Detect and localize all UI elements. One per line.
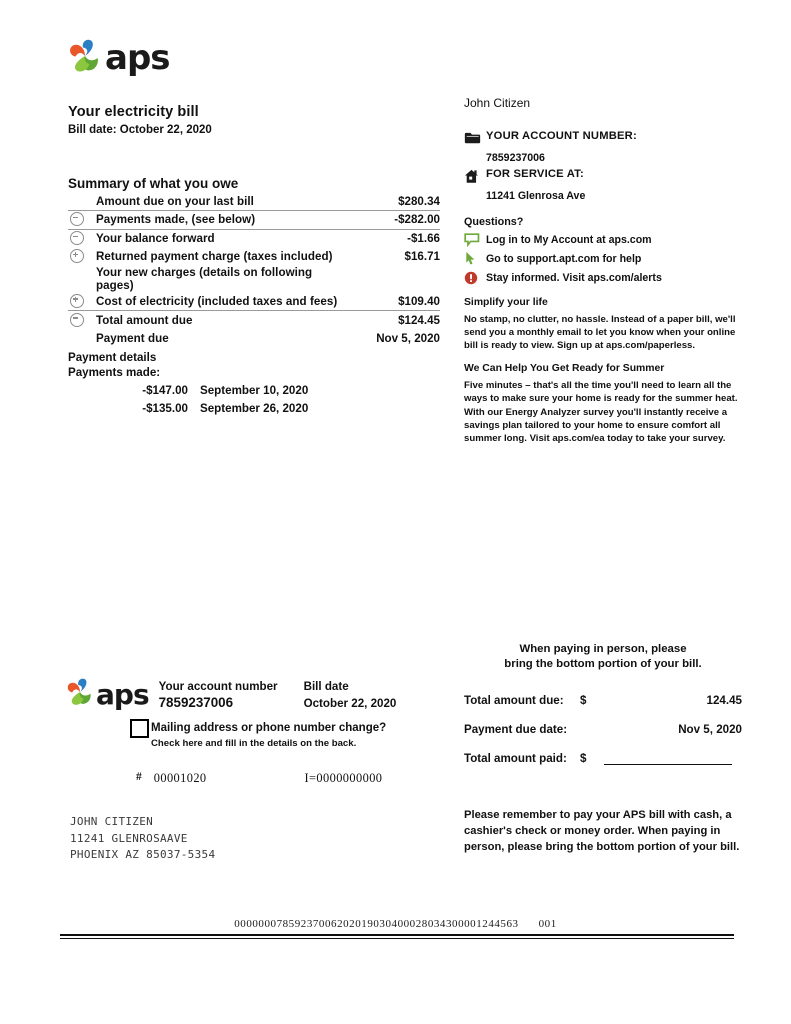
aps-pinwheel-icon [66,678,94,711]
hash-symbol: # [136,771,142,783]
in-person-note-line1: When paying in person, please [519,643,687,655]
summary-row-amount: -$282.00 [344,211,440,230]
stub-billdate-col [304,680,397,710]
stub-account-col [159,680,278,710]
speech-bubble-icon [464,233,486,247]
summary-row-label: Total amount due [96,311,344,330]
minus-circle-icon [70,231,84,245]
summary-row-label: Returned payment charge (taxes included) [96,250,333,264]
table-row [464,686,742,715]
question-item-support[interactable] [464,251,742,266]
row-icon-cell [68,329,96,348]
row-icon-cell [68,266,96,292]
payment-stub-right [464,642,742,855]
aps-logo [68,38,440,78]
plus-circle-icon [70,294,84,308]
table-row [68,311,440,330]
payments-made-heading: Payments made: [68,365,161,379]
summary-row-label: Payment due [96,331,169,345]
question-item-label: Go to support.apt.com for help [486,252,642,265]
plus-circle-icon [70,249,84,263]
table-row [464,715,742,744]
summary-row-label: Cost of electricity (included taxes and fees) [96,294,338,308]
total-due-value: 124.45 [706,694,742,707]
summary-row-amount: Nov 5, 2020 [376,331,440,345]
total-due-currency: $ [580,694,587,707]
summary-row-label: Your new charges (details on following pages) [96,266,313,292]
question-item-my-account[interactable] [464,233,742,247]
row-icon-cell [68,311,96,330]
table-row [68,248,440,267]
page-title: Your electricity bill [68,104,199,120]
summary-row-label: Payments made, (see below) [96,211,344,230]
table-row [68,192,440,211]
account-number-block [464,130,742,202]
promo-body-summer: Five minutes – that's all the time you'll need to learn all the ways to make sure your home is ready for the summer heat. With our Energy Analyzer survey you'll instantly receive a savings plan tailored to your home to ensure comfort all summer long. Visit aps.com/ea today to take your survey. [464,380,738,444]
total-paid-currency: $ [580,752,587,765]
row-icon-cell [68,211,96,230]
cursor-hand-icon [464,251,486,266]
micr-line [0,914,791,932]
due-date-label: Payment due date: [464,723,568,736]
service-address-value: 11241 Glenrosa Ave [486,190,586,202]
row-icon-cell [68,292,96,311]
question-item-label: Log in to My Account at aps.com [486,233,652,246]
remittance-table [464,686,742,773]
write-in-line [604,752,732,765]
summary-heading: Summary of what you owe [68,176,239,191]
address-change-sublabel: Check here and fill in the details on the back. [151,738,357,749]
account-number-value: 7859237006 [486,152,545,164]
service-address-row [464,168,742,189]
payments-list [68,384,440,420]
table-row [68,211,440,230]
payment-date: September 10, 2020 [200,383,309,397]
summary-row-amount [344,266,440,292]
summary-row-label: Your balance forward [96,229,344,248]
aps-wordmark: aps [96,678,149,711]
service-address-label: FOR SERVICE AT: [486,168,584,180]
summary-row-label: Amount due on your last bill [96,194,254,208]
row-icon-cell [68,248,96,267]
table-row [68,329,440,348]
aps-logo-stub [66,678,149,711]
stub-fields [159,680,397,710]
promo-body-paperless: No stamp, no clutter, no hassle. Instead of a paper bill, we'll send you a monthly email to let you know when your online bill is ready to view. Sign up at aps.com/paperless. [464,313,736,351]
promo-heading-summer: We Can Help You Get Ready for Summer [464,363,665,375]
address-change-texts [151,718,386,749]
folder-icon [464,130,486,150]
micr-digits: 00000007859237006202019030400028034300001244563 [234,918,519,930]
bill-summary-section [68,38,440,420]
stub-hash-number: 00001020 [153,771,207,785]
address-change-label: Mailing address or phone number change? [151,722,387,734]
due-date-value: Nov 5, 2020 [678,723,742,736]
stub-billdate-label: Bill date [303,679,349,693]
summary-row-amount: $109.40 [398,294,440,308]
question-item-alerts[interactable] [464,271,742,285]
stub-header [66,678,456,711]
address-line: JOHN CITIZEN [70,815,154,828]
list-item [68,402,440,420]
customer-name: John Citizen [464,96,531,110]
table-row [464,744,742,773]
total-paid-input[interactable] [604,744,742,773]
payment-amount: -$135.00 [142,401,188,415]
stub-account-value: 7859237006 [158,694,234,710]
payment-amount: -$147.00 [142,383,188,397]
footer-rule-thick [60,934,734,936]
micr-sequence: 001 [538,918,557,930]
question-item-label: Stay informed. Visit aps.com/alerts [486,271,662,284]
aps-pinwheel-icon [68,39,102,78]
stub-account-label: Your account number [158,679,278,693]
alert-circle-icon [464,271,486,285]
house-icon [464,168,486,189]
promo-heading-paperless: Simplify your life [464,296,548,308]
payment-details-heading: Payment details [68,350,157,364]
total-paid-label: Total amount paid: [464,752,567,765]
address-change-checkbox[interactable] [130,719,149,738]
table-row [68,292,440,311]
minus-circle-icon [70,212,84,226]
table-row [68,229,440,248]
in-person-note-line2: bring the bottom portion of your bill. [504,658,702,670]
summary-row-amount: -$1.66 [344,229,440,248]
payment-stub-left [66,678,456,864]
row-icon-cell [68,229,96,248]
remittance-instructions: Please remember to pay your APS bill with cash, a cashier's check or money order. When paying in person, please bring the bottom portion of your bill. [464,809,740,853]
stub-invoice-code: I=0000000000 [304,771,383,785]
account-number-label: YOUR ACCOUNT NUMBER: [486,130,637,142]
minus-circle-icon [70,313,84,327]
address-line: 11241 GLENROSAAVE [70,831,188,845]
row-icon-cell [68,192,96,211]
list-item [68,384,440,402]
questions-heading: Questions? [464,216,524,228]
mailing-address [70,814,456,864]
summary-table [68,192,440,348]
address-line: PHOENIX AZ 85037-5354 [70,848,216,861]
total-due-label: Total amount due: [464,694,564,707]
address-change-row[interactable] [130,718,456,749]
stub-billdate-value: October 22, 2020 [303,696,397,710]
footer-rule-thin [60,938,734,939]
in-person-note [464,642,742,672]
summary-row-amount: $16.71 [404,250,440,264]
stub-reference-numbers [136,771,456,786]
aps-wordmark: aps [105,38,170,78]
summary-row-amount: $124.45 [344,311,440,330]
account-number-row [464,130,742,150]
due-date-spacer [580,715,604,744]
summary-row-amount: $280.34 [398,194,440,208]
payment-date: September 26, 2020 [200,401,309,415]
account-info-section [464,96,742,445]
bill-date: Bill date: October 22, 2020 [68,124,212,136]
table-row [68,266,440,292]
